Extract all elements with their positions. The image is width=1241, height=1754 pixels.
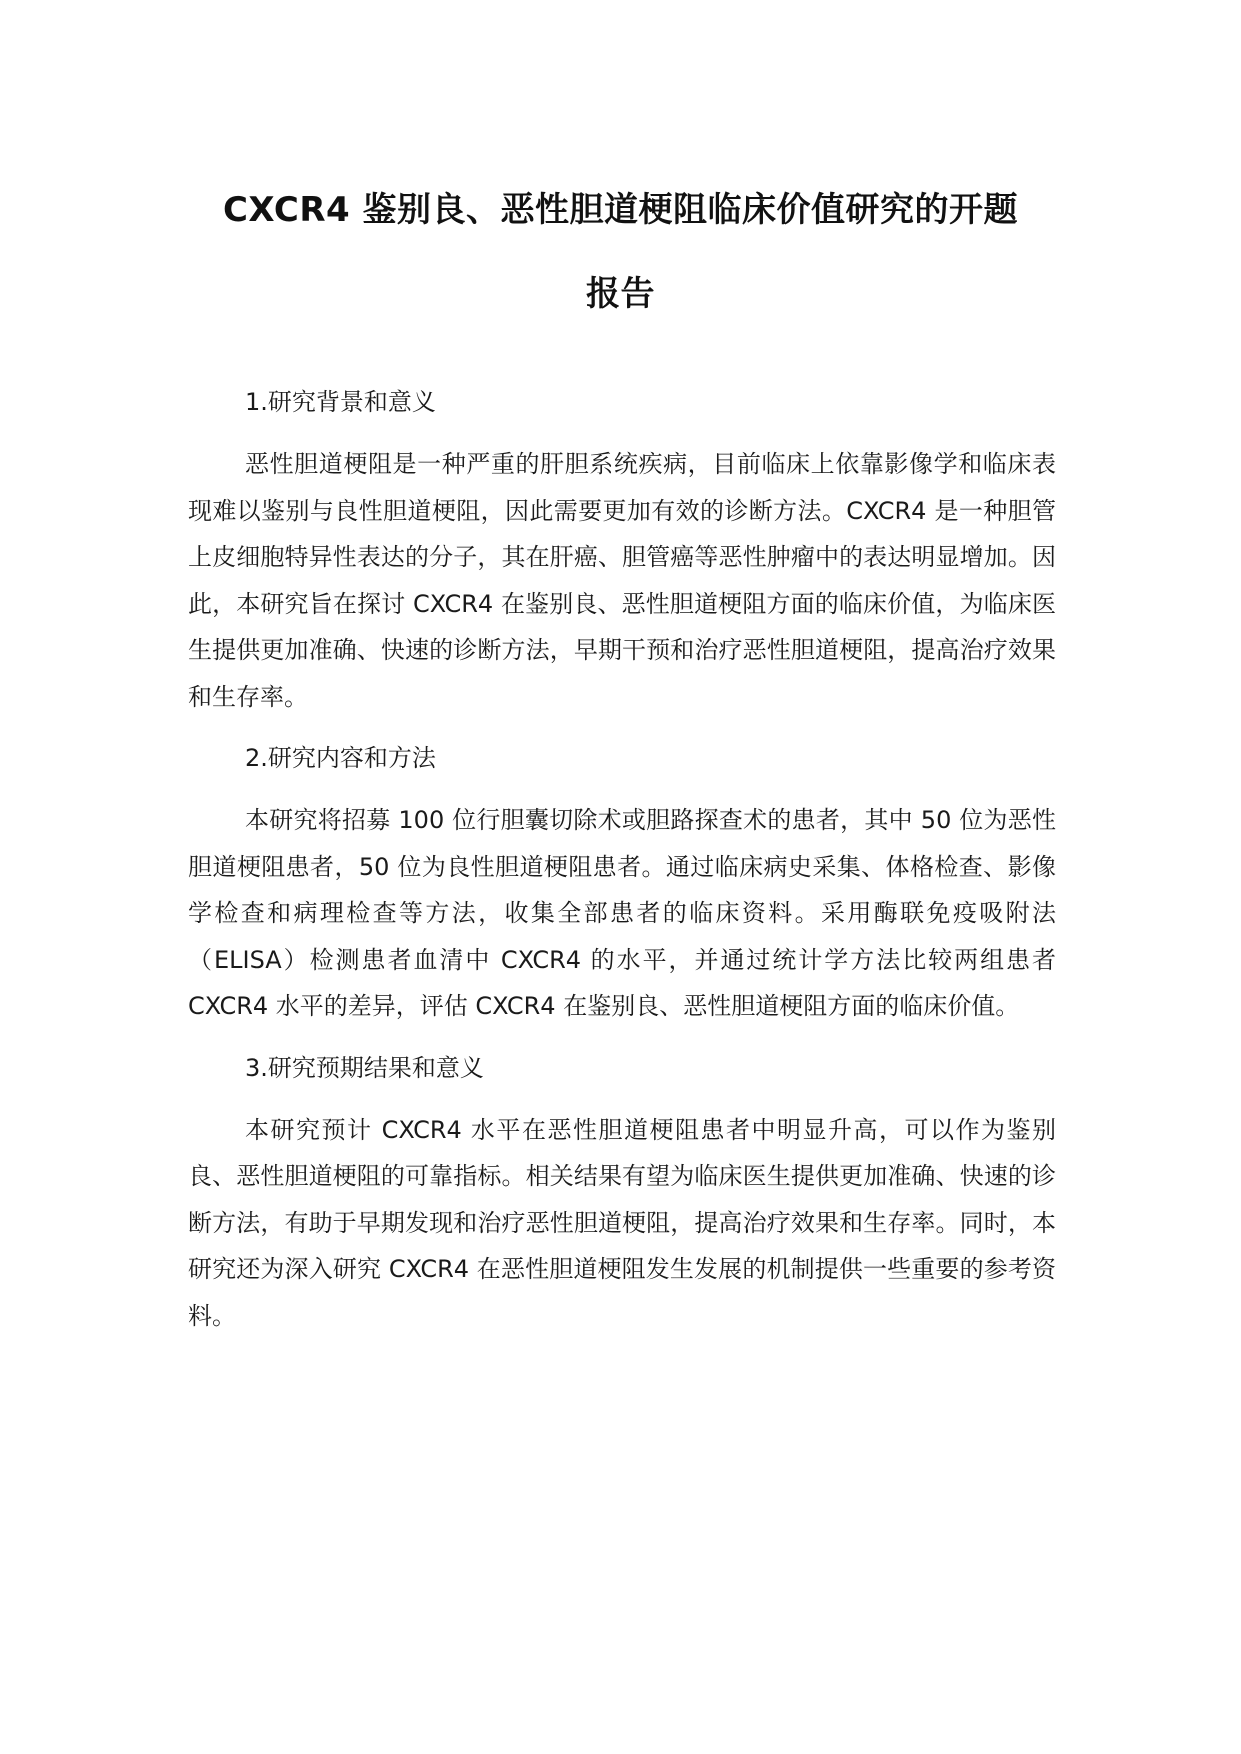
section-paragraph-methods: 本研究将招募 100 位行胆囊切除术或胆路探查术的患者，其中 50 位为恶性胆道梗阻患者，50 位为良性胆道梗阻患者。通过临床病史采集、体格检查、影像学检查和病理检查等方法，收集全部患者的临床资料。采用酶联免疫吸附法（ELISA）检测患者血清中 CXCR4 的水平，并通过统计学方法比较两组患者 CXCR4 水平的差异，评估 CXCR4 在鉴别良、恶性胆道梗阻方面的临床价值。 bbox=[188, 806, 1056, 1020]
section-paragraph-expected-results: 本研究预计 CXCR4 水平在恶性胆道梗阻患者中明显升高，可以作为鉴别良、恶性胆道梗阻的可靠指标。相关结果有望为临床医生提供更加准确、快速的诊断方法，有助于早期发现和治疗恶性胆道梗阻，提高治疗效果和生存率。同时，本研究还为深入研究 CXCR4 在恶性胆道梗阻发生发展的机制提供一些重要的参考资料。 bbox=[188, 1115, 1056, 1330]
section-paragraph-background: 恶性胆道梗阻是一种严重的肝胆系统疾病，目前临床上依靠影像学和临床表现难以鉴别与良性胆道梗阻，因此需要更加有效的诊断方法。CXCR4 是一种胆管上皮细胞特异性表达的分子，其在肝癌、胆管癌等恶性肿瘤中的表达明显增加。因此，本研究旨在探讨 CXCR4 在鉴别良、恶性胆道梗阻方面的临床价值，为临床医生提供更加准确、快速的诊断方法，早期干预和治疗恶性胆道梗阻，提高治疗效果和生存率。 bbox=[188, 450, 1056, 711]
document-title bbox=[150, 168, 1091, 336]
section-heading-methods: 2.研究内容和方法 bbox=[245, 744, 436, 772]
title-line-1: CXCR4 鉴别良、恶性胆道梗阻临床价值研究的开题 bbox=[222, 190, 1019, 230]
section-heading-expected-results: 3.研究预期结果和意义 bbox=[245, 1053, 484, 1082]
document-body bbox=[188, 379, 1056, 1354]
section-heading-background: 1.研究背景和意义 bbox=[245, 388, 436, 416]
title-line-2: 报告 bbox=[586, 274, 655, 314]
